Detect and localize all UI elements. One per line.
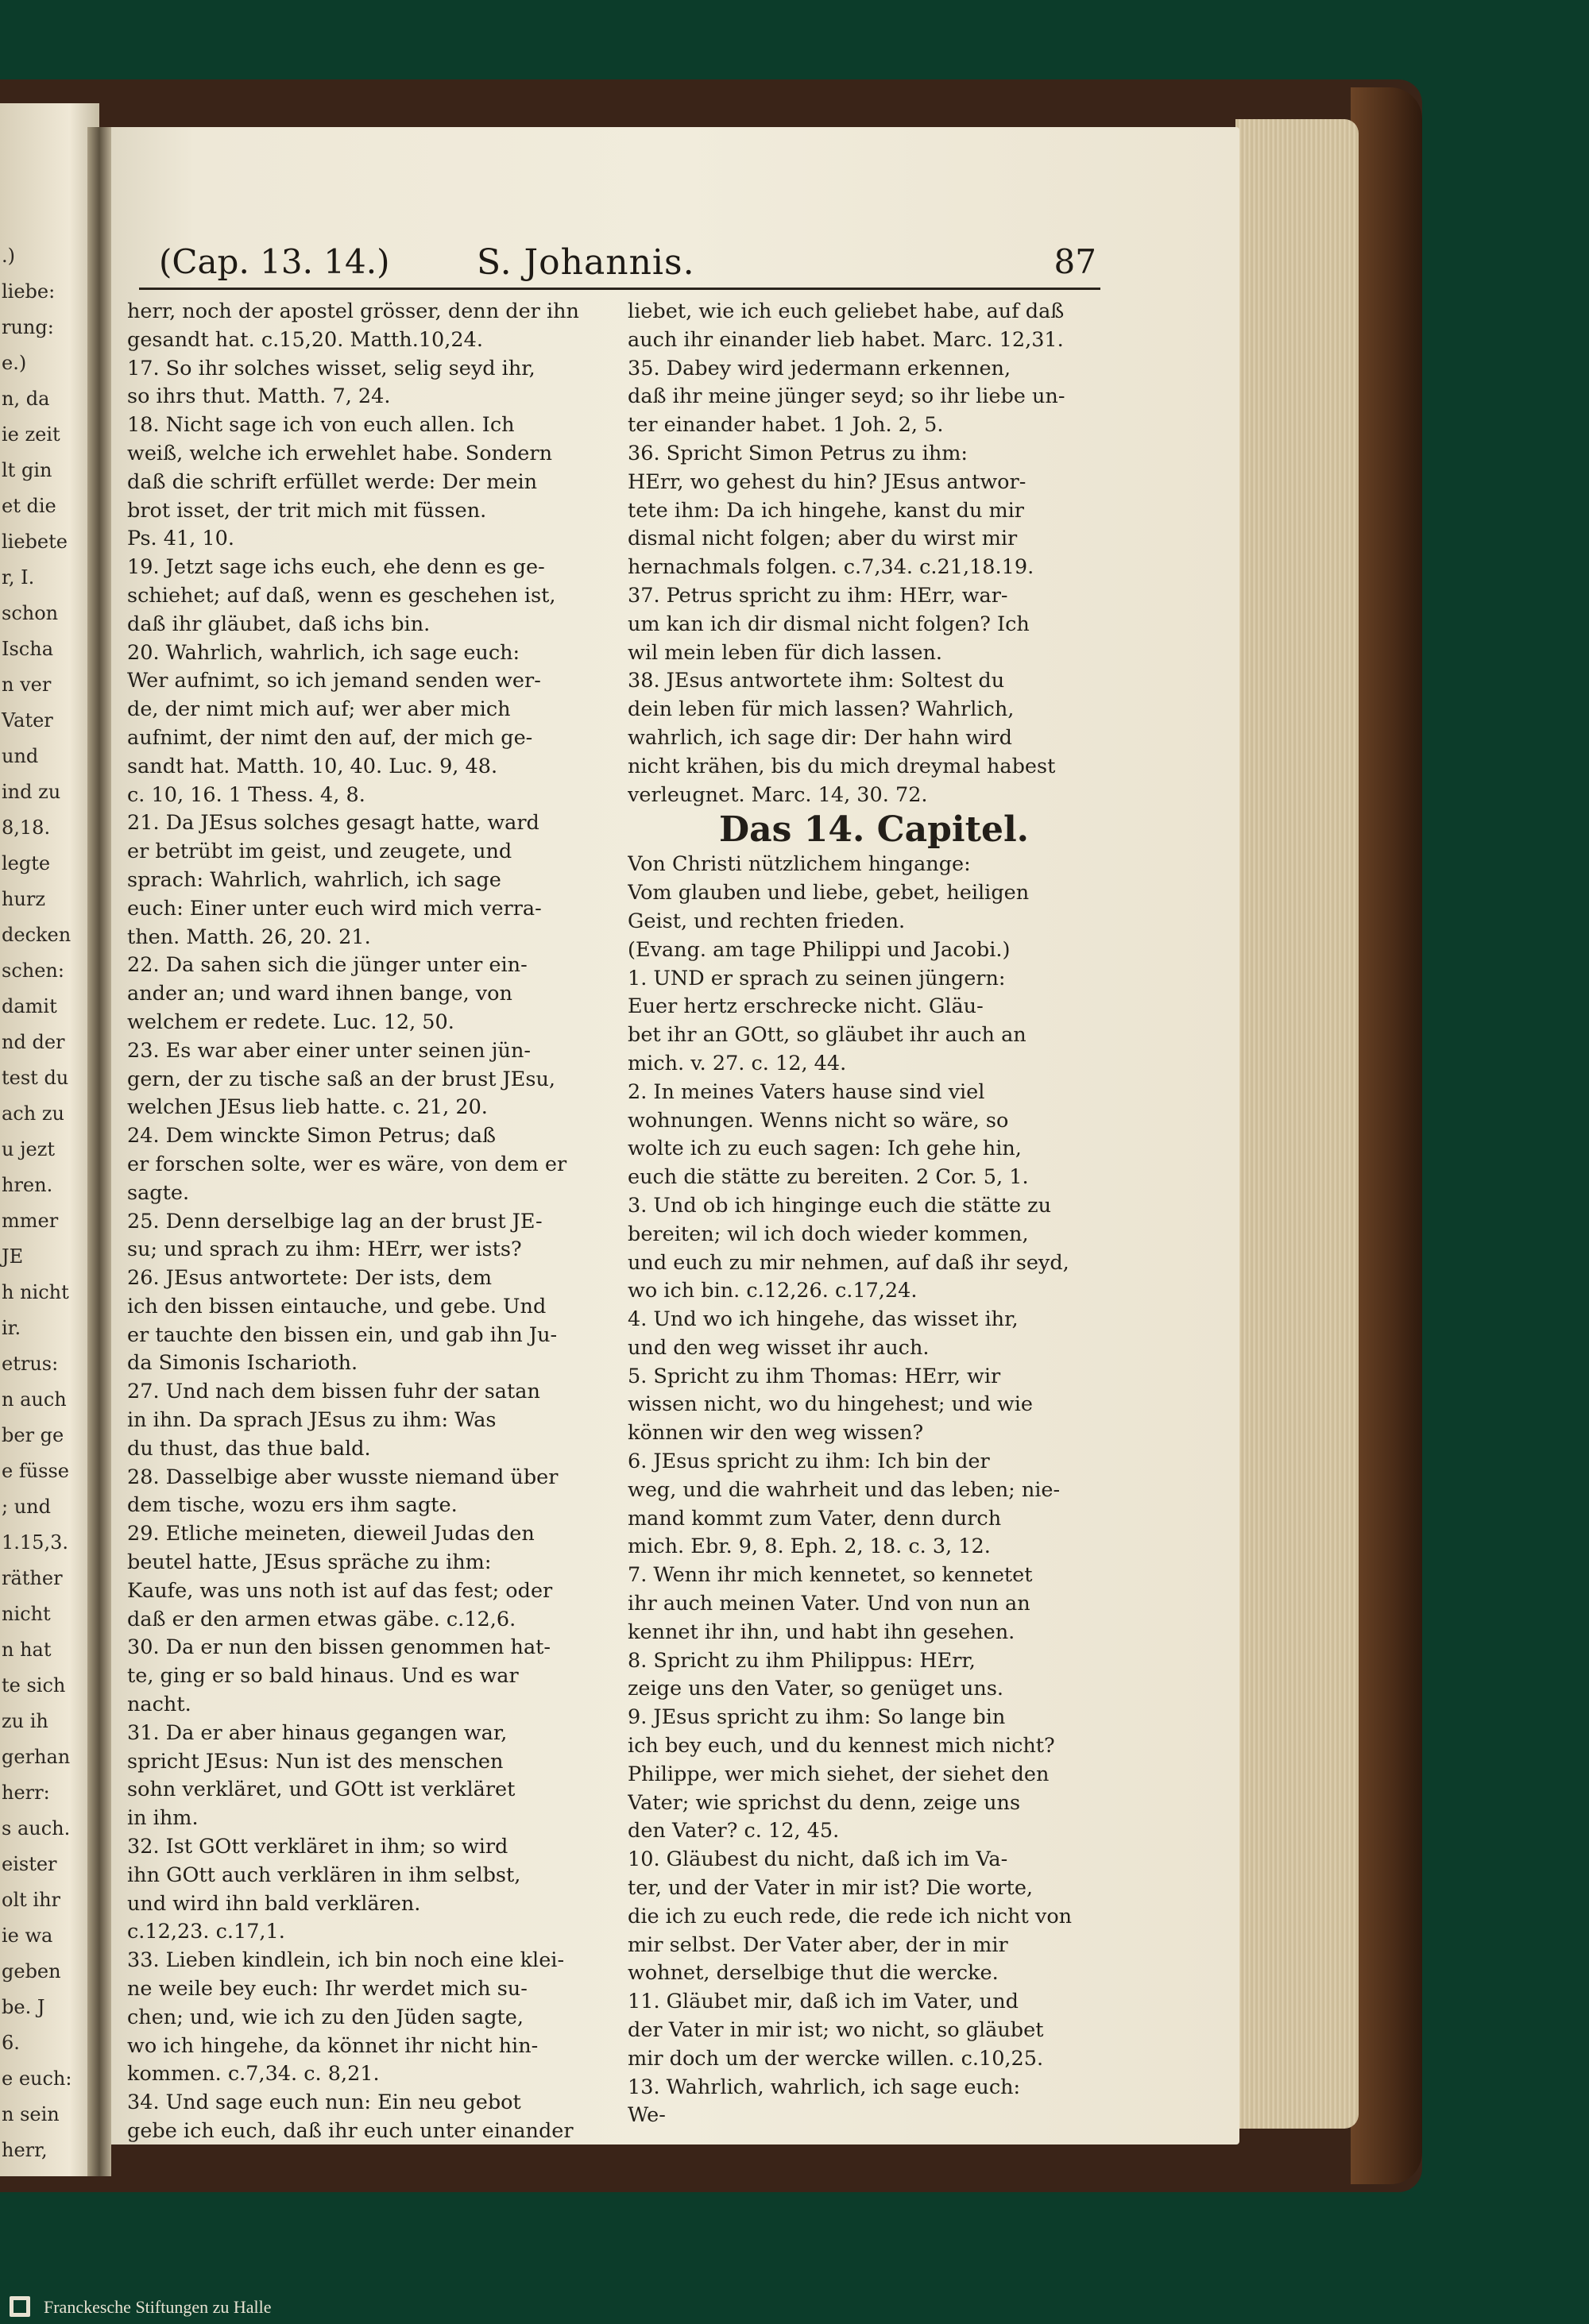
text-line: Kaufe, was uns noth ist auf das fest; oder bbox=[127, 1578, 553, 1603]
text-line: (Evang. am tage Philippi und Jacobi.) bbox=[628, 937, 1011, 962]
text-line: 2. In meines Vaters hause sind viel bbox=[628, 1079, 985, 1104]
text-line: Vater; wie sprichst du denn, zeige uns bbox=[628, 1790, 1021, 1815]
text-line: 23. Es war aber einer unter seinen jün- bbox=[127, 1038, 531, 1063]
left-page-fragment: geben bbox=[2, 1960, 61, 1982]
left-page-fragment: herr, bbox=[2, 2139, 48, 2161]
text-line: spricht JEsus: Nun ist des menschen bbox=[127, 1749, 504, 1774]
text-line: We- bbox=[628, 2103, 666, 2128]
text-line: su; und sprach zu ihm: HErr, wer ists? bbox=[127, 1237, 522, 1262]
text-line: euch die stätte zu bereiten. 2 Cor. 5, 1. bbox=[628, 1165, 1029, 1190]
text-line: 5. Spricht zu ihm Thomas: HErr, wir bbox=[628, 1364, 1001, 1388]
text-line: verleugnet. Marc. 14, 30. 72. bbox=[628, 782, 928, 807]
left-page-fragment: e.) bbox=[2, 352, 27, 374]
left-page-fragment: n ver bbox=[2, 674, 52, 696]
text-line: Vom glauben und liebe, gebet, heiligen bbox=[628, 881, 1030, 905]
left-page-fragment: .) bbox=[2, 245, 15, 267]
left-page-fragment: s auch. bbox=[2, 1817, 71, 1840]
text-line: hernachmals folgen. c.7,34. c.21,18.19. bbox=[628, 555, 1034, 580]
left-page-fragment: eister bbox=[2, 1853, 57, 1875]
running-header bbox=[159, 242, 1096, 290]
text-line: 32. Ist GOtt verkläret in ihm; so wird bbox=[127, 1835, 508, 1859]
left-page-fragment: rung: bbox=[2, 316, 54, 338]
text-line: daß ihr meine jünger seyd; so ihr liebe un- bbox=[628, 384, 1065, 409]
text-line: 30. Da er nun den bissen genommen hat- bbox=[127, 1635, 551, 1660]
text-line: ter einander habet. 1 Joh. 2, 5. bbox=[628, 413, 944, 438]
left-page-fragment: 8,18. bbox=[2, 816, 51, 839]
text-line: ter, und der Vater in mir ist? Die worte, bbox=[628, 1876, 1034, 1901]
left-page-fragment: te sich bbox=[2, 1674, 66, 1697]
text-line: Geist, und rechten frieden. bbox=[628, 909, 906, 933]
text-line: 25. Denn derselbige lag an der brust JE- bbox=[127, 1209, 543, 1233]
left-page-fragment: nicht bbox=[2, 1603, 51, 1625]
text-line: sohn verkläret, und GOtt ist verkläret bbox=[127, 1778, 516, 1802]
left-page-fragment: ie zeit bbox=[2, 423, 60, 446]
page-number: 87 bbox=[1054, 242, 1096, 281]
text-line: daß die schrift erfüllet werde: Der mein bbox=[127, 469, 538, 494]
text-line: Philippe, wer mich siehet, der siehet den bbox=[628, 1762, 1050, 1786]
text-line: 1. UND er sprach zu seinen jüngern: bbox=[628, 966, 1006, 990]
left-page-fragment: ach zu bbox=[2, 1102, 64, 1125]
text-line: 11. Gläubet mir, daß ich im Vater, und bbox=[628, 1990, 1019, 2014]
left-page-fragment: 1.15,3. bbox=[2, 1531, 68, 1554]
left-page-fragment: ie wa bbox=[2, 1924, 53, 1947]
right-text-column bbox=[628, 298, 1136, 2130]
left-page-fragment: decken bbox=[2, 924, 72, 946]
left-page-fragment: ber ge bbox=[2, 1424, 64, 1446]
book-title: S. Johannis. bbox=[477, 242, 695, 283]
text-line: 3. Und ob ich hinginge euch die stätte zu bbox=[628, 1193, 1052, 1218]
text-line: wahrlich, ich sage dir: Der hahn wird bbox=[628, 725, 1012, 750]
text-line: ne weile bey euch: Ihr werdet mich su- bbox=[127, 1977, 528, 2002]
left-page-fragment: e füsse bbox=[2, 1460, 70, 1482]
text-line: du thust, das thue bald. bbox=[127, 1436, 371, 1461]
book-cover-edge bbox=[1351, 87, 1422, 2184]
text-line: weiß, welche ich erwehlet habe. Sondern bbox=[127, 441, 553, 465]
text-line: 8. Spricht zu ihm Philippus: HErr, bbox=[628, 1648, 976, 1673]
left-page-fragment: schon bbox=[2, 602, 59, 624]
text-line: ihn GOtt auch verklären in ihm selbst, bbox=[127, 1863, 521, 1887]
text-line: er tauchte den bissen ein, und gab ihn Ju- bbox=[127, 1322, 558, 1347]
text-line: 27. Und nach dem bissen fuhr der satan bbox=[127, 1380, 540, 1404]
left-page-fragment: räther bbox=[2, 1567, 63, 1589]
text-line: 19. Jetzt sage ichs euch, ehe denn es ge- bbox=[127, 555, 545, 580]
text-line: mand kommt zum Vater, denn durch bbox=[628, 1506, 1002, 1531]
text-line: Ps. 41, 10. bbox=[127, 527, 234, 551]
left-page-fragment: JE bbox=[2, 1245, 24, 1268]
text-line: tete ihm: Da ich hingehe, kanst du mir bbox=[628, 498, 1024, 523]
text-line: welchen JEsus lieb hatte. c. 21, 20. bbox=[127, 1095, 488, 1120]
text-line: 36. Spricht Simon Petrus zu ihm: bbox=[628, 441, 968, 465]
text-line: ander an; und ward ihnen bange, von bbox=[127, 982, 512, 1006]
left-page-fragment: liebete bbox=[2, 531, 68, 553]
text-line: mir doch um der wercke willen. c.10,25. bbox=[628, 2046, 1044, 2071]
text-line: 17. So ihr solches wisset, selig seyd ihr, bbox=[127, 356, 535, 380]
text-line: 33. Lieben kindlein, ich bin noch eine klei- bbox=[127, 1948, 565, 1973]
text-line: wohnet, derselbige thut die wercke. bbox=[628, 1961, 999, 1986]
left-page-fragment: zu ih bbox=[2, 1710, 48, 1732]
text-line: 7. Wenn ihr mich kennetet, so kennetet bbox=[628, 1563, 1033, 1588]
text-line: der Vater in mir ist; wo nicht, so gläubet bbox=[628, 2018, 1044, 2043]
text-line: wo ich bin. c.12,26. c.17,24. bbox=[628, 1279, 918, 1303]
left-page-fragment: ir. bbox=[2, 1317, 21, 1339]
left-page-fragment: test du bbox=[2, 1067, 69, 1089]
text-line: c. 10, 16. 1 Thess. 4, 8. bbox=[127, 782, 365, 807]
text-line: beutel hatte, JEsus spräche zu ihm: bbox=[127, 1550, 492, 1575]
text-line: nicht krähen, bis du mich dreymal habest bbox=[628, 754, 1056, 778]
text-line: 26. JEsus antwortete: Der ists, dem bbox=[127, 1266, 493, 1291]
text-line: Euer hertz erschrecke nicht. Gläu- bbox=[628, 994, 984, 1019]
text-line: gesandt hat. c.15,20. Matth.10,24. bbox=[127, 327, 483, 352]
text-line: te, ging er so bald hinaus. Und es war bbox=[127, 1664, 519, 1689]
text-line: ich den bissen eintauche, und gebe. Und bbox=[127, 1294, 547, 1318]
text-line: then. Matth. 26, 20. 21. bbox=[127, 925, 371, 949]
left-page-fragment: e euch: bbox=[2, 2067, 72, 2090]
text-line: so ihrs thut. Matth. 7, 24. bbox=[127, 384, 391, 409]
text-line: liebet, wie ich euch geliebet habe, auf daß bbox=[628, 299, 1065, 323]
text-line: welchem er redete. Luc. 12, 50. bbox=[127, 1010, 454, 1034]
text-line: auch ihr einander lieb habet. Marc. 12,31. bbox=[628, 327, 1064, 352]
text-line: 6. JEsus spricht zu ihm: Ich bin der bbox=[628, 1450, 990, 1474]
left-page-fragment: damit bbox=[2, 995, 57, 1017]
text-line: nacht. bbox=[127, 1693, 191, 1717]
text-line: 34. Und sage euch nun: Ein neu gebot bbox=[127, 2090, 521, 2115]
text-line: aufnimt, der nimt den auf, der mich ge- bbox=[127, 725, 533, 750]
text-line: Wer aufnimt, so ich jemand senden wer- bbox=[127, 669, 541, 693]
text-line: zeige uns den Vater, so genüget uns. bbox=[628, 1677, 1004, 1701]
text-line: wohnungen. Wenns nicht so wäre, so bbox=[628, 1108, 1009, 1133]
left-page-fragment: etrus: bbox=[2, 1353, 59, 1375]
text-line: 9. JEsus spricht zu ihm: So lange bin bbox=[628, 1705, 1006, 1730]
left-page-fragment: herr: bbox=[2, 1782, 50, 1804]
text-line: gern, der zu tische saß an der brust JEsu, bbox=[127, 1067, 555, 1091]
text-line: daß er den armen etwas gäbe. c.12,6. bbox=[127, 1607, 516, 1631]
left-page-fragment: n hat bbox=[2, 1639, 52, 1661]
text-line: mich. v. 27. c. 12, 44. bbox=[628, 1051, 847, 1075]
text-line: den Vater? c. 12, 45. bbox=[628, 1819, 840, 1843]
text-line: brot isset, der trit mich mit füssen. bbox=[127, 498, 487, 523]
text-line: dem tische, wozu ers ihm sagte. bbox=[127, 1493, 458, 1518]
left-page-fragment: lt gin bbox=[2, 459, 52, 481]
text-line: sandt hat. Matth. 10, 40. Luc. 9, 48. bbox=[127, 754, 498, 778]
text-line: chen; und, wie ich zu den Jüden sagte, bbox=[127, 2005, 524, 2029]
text-line: 31. Da er aber hinaus gegangen war, bbox=[127, 1720, 508, 1745]
text-line: sagte. bbox=[127, 1180, 190, 1205]
text-line: und den weg wisset ihr auch. bbox=[628, 1335, 930, 1360]
text-line: mir selbst. Der Vater aber, der in mir bbox=[628, 1932, 1008, 1957]
text-line: Von Christi nützlichem hingange: bbox=[628, 852, 971, 877]
text-line: mich. Ebr. 9, 8. Eph. 2, 18. c. 3, 12. bbox=[628, 1535, 991, 1559]
text-line: da Simonis Ischarioth. bbox=[127, 1351, 358, 1376]
text-line: können wir den weg wissen? bbox=[628, 1421, 924, 1446]
left-page-fragment: h nicht bbox=[2, 1281, 69, 1303]
text-line: kommen. c.7,34. c. 8,21. bbox=[127, 2062, 380, 2087]
text-line: schiehet; auf daß, wenn es geschehen ist, bbox=[127, 583, 556, 608]
text-line: er betrübt im geist, und zeugete, und bbox=[127, 840, 512, 864]
text-line: ich bey euch, und du kennest mich nicht? bbox=[628, 1734, 1055, 1758]
text-line: 37. Petrus spricht zu ihm: HErr, war- bbox=[628, 583, 1008, 608]
text-line: bet ihr an GOtt, so gläubet ihr auch an bbox=[628, 1023, 1026, 1048]
text-line: 4. Und wo ich hingehe, das wisset ihr, bbox=[628, 1307, 1019, 1332]
left-page-fragment: hurz bbox=[2, 888, 46, 910]
left-page-fragment: ; und bbox=[2, 1496, 51, 1518]
text-line: dismal nicht folgen; aber du wirst mir bbox=[628, 527, 1018, 551]
institution-logo-icon bbox=[10, 2296, 30, 2317]
text-line: 38. JEsus antwortete ihm: Soltest du bbox=[628, 669, 1005, 693]
left-text-column bbox=[127, 298, 612, 2146]
text-line: weg, und die wahrheit und das leben; nie- bbox=[628, 1477, 1061, 1502]
text-line: und euch zu mir nehmen, auf daß ihr seyd, bbox=[628, 1250, 1069, 1275]
text-line: bereiten; wil ich doch wieder kommen, bbox=[628, 1222, 1029, 1246]
left-page-fragment: mmer bbox=[2, 1210, 59, 1232]
left-page-fragment: schen: bbox=[2, 959, 64, 982]
left-page-fragment: r, I. bbox=[2, 566, 35, 589]
left-page-fragment: ind zu bbox=[2, 781, 61, 803]
text-line: wolte ich zu euch sagen: Ich gehe hin, bbox=[628, 1137, 1022, 1161]
left-page-fragment: u jezt bbox=[2, 1138, 56, 1160]
text-line: wissen nicht, wo du hingehest; und wie bbox=[628, 1392, 1033, 1417]
header-rule bbox=[139, 288, 1100, 290]
text-line: um kan ich dir dismal nicht folgen? Ich bbox=[628, 612, 1030, 636]
text-line: 10. Gläubest du nicht, daß ich im Va- bbox=[628, 1847, 1008, 1872]
text-line: in ihm. bbox=[127, 1806, 199, 1831]
text-line: in ihn. Da sprach JEsus zu ihm: Was bbox=[127, 1408, 497, 1433]
text-line: 20. Wahrlich, wahrlich, ich sage euch: bbox=[127, 640, 520, 665]
left-page-fragment: Ischa bbox=[2, 638, 54, 660]
text-line: dein leben für mich lassen? Wahrlich, bbox=[628, 697, 1015, 722]
left-page-fragment: liebe: bbox=[2, 280, 56, 303]
text-line: wo ich hingehe, da könnet ihr nicht hin- bbox=[127, 2033, 539, 2058]
text-line: 28. Dasselbige aber wusste niemand über bbox=[127, 1465, 559, 1489]
text-line: 29. Etliche meineten, dieweil Judas den bbox=[127, 1522, 535, 1546]
footer-institution: Franckesche Stiftungen zu Halle bbox=[44, 2297, 272, 2317]
text-line: und wird ihn bald verklären. bbox=[127, 1891, 421, 1916]
text-line: euch: Einer unter euch wird mich verra- bbox=[127, 896, 542, 921]
footer-bar bbox=[0, 2290, 1589, 2324]
left-page-fragment: Vater bbox=[2, 709, 53, 732]
left-page-fragment: 6. bbox=[2, 2032, 20, 2054]
text-line: herr, noch der apostel grösser, denn der ihn bbox=[127, 299, 579, 323]
chapter-reference: (Cap. 13. 14.) bbox=[159, 242, 390, 281]
left-page-fragment: n auch bbox=[2, 1388, 67, 1411]
text-line: 22. Da sahen sich die jünger unter ein- bbox=[127, 953, 528, 978]
text-line: die ich zu euch rede, die rede ich nicht von bbox=[628, 1904, 1073, 1928]
text-line: HErr, wo gehest du hin? JEsus antwor- bbox=[628, 469, 1026, 494]
left-page bbox=[0, 103, 99, 2176]
left-page-fragment: be. J bbox=[2, 1996, 45, 2018]
left-page-fragment: hren. bbox=[2, 1174, 53, 1196]
text-line: 18. Nicht sage ich von euch allen. Ich bbox=[127, 413, 515, 438]
text-line: 35. Dabey wird jedermann erkennen, bbox=[628, 356, 1011, 380]
text-line: 13. Wahrlich, wahrlich, ich sage euch: bbox=[628, 2075, 1021, 2099]
text-line: daß ihr gläubet, daß ichs bin. bbox=[127, 612, 431, 636]
text-line: c.12,23. c.17,1. bbox=[127, 1920, 285, 1944]
left-page-fragment: n, da bbox=[2, 388, 50, 410]
text-line: wil mein leben für dich lassen. bbox=[628, 640, 942, 665]
book-gutter bbox=[87, 127, 111, 2176]
left-page-fragment: nd der bbox=[2, 1031, 65, 1053]
text-line: 24. Dem winckte Simon Petrus; daß bbox=[127, 1124, 497, 1148]
text-line: 21. Da JEsus solches gesagt hatte, ward bbox=[127, 811, 539, 836]
text-line: sprach: Wahrlich, wahrlich, ich sage bbox=[127, 867, 501, 892]
left-page-fragment: n sein bbox=[2, 2103, 60, 2125]
left-page-fragment: gerhan bbox=[2, 1746, 71, 1768]
page-block-edge bbox=[1235, 119, 1359, 2129]
text-line: ihr auch meinen Vater. Und von nun an bbox=[628, 1592, 1030, 1616]
text-line: de, der nimt mich auf; wer aber mich bbox=[127, 697, 511, 722]
text-line: gebe ich euch, daß ihr euch unter einander bbox=[127, 2119, 574, 2143]
left-page-fragment: olt ihr bbox=[2, 1889, 61, 1911]
left-page-fragment: et die bbox=[2, 495, 56, 517]
text-line: kennet ihr ihn, und habt ihn gesehen. bbox=[628, 1619, 1015, 1644]
left-page-fragment: legte bbox=[2, 852, 51, 874]
chapter-heading: Das 14. Capitel. bbox=[719, 809, 1029, 851]
text-line: er forschen solte, wer es wäre, von dem er bbox=[127, 1152, 567, 1176]
left-page-fragment: und bbox=[2, 745, 39, 767]
